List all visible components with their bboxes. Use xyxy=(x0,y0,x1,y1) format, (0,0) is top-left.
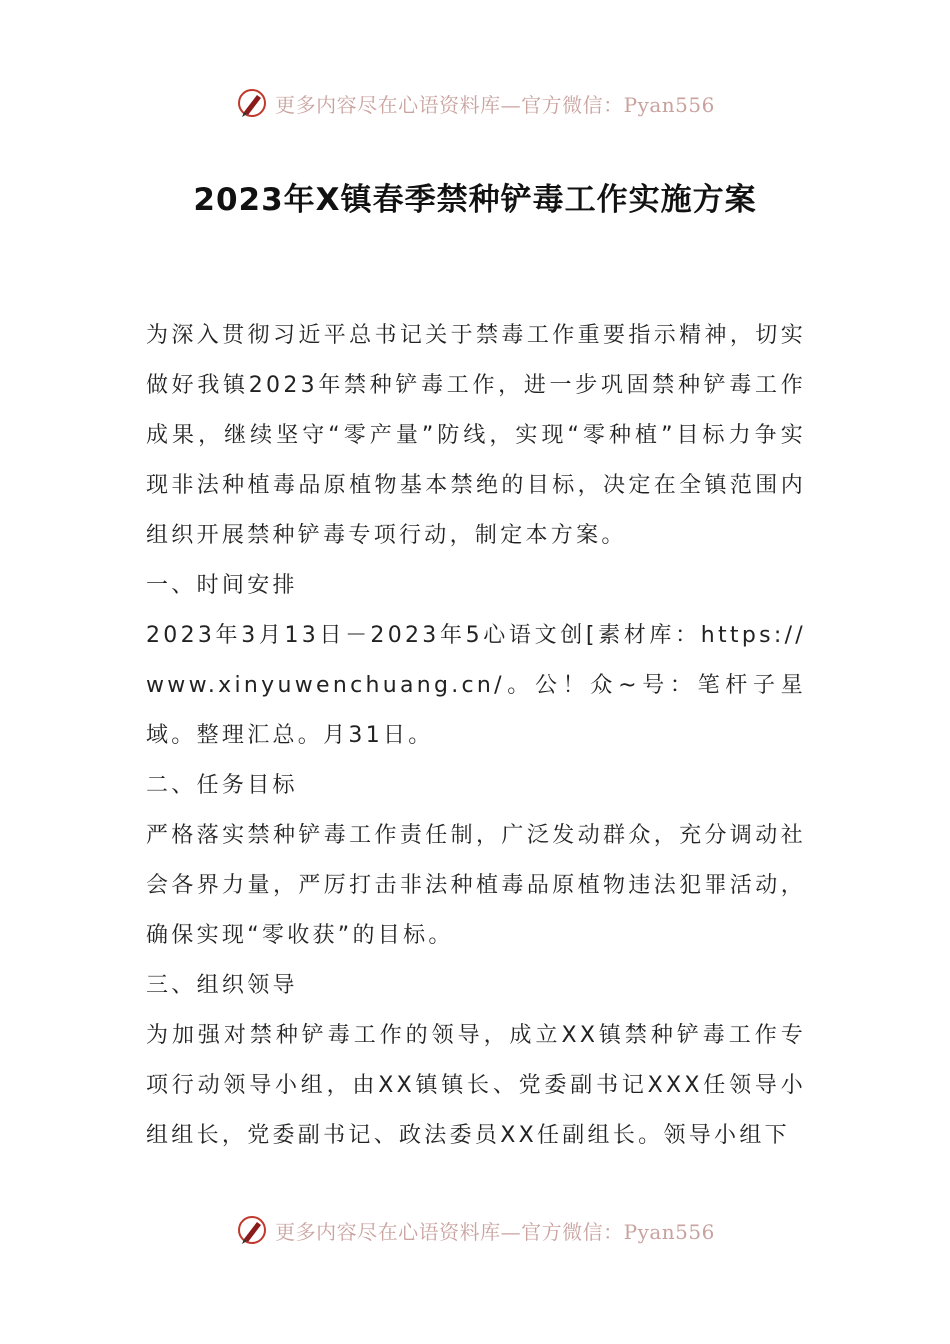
footer-watermark xyxy=(0,1210,950,1250)
paragraph-schedule: 2023年3月13日－2023年5心语文创[素材库：https://www.xinyuwenchuang.cn/。公！众~号：笔杆子星域。整理汇总。月31日。 xyxy=(146,623,806,748)
paragraph-leadership: 为加强对禁种铲毒工作的领导，成立XX镇禁种铲毒工作专项行动领导小组，由XX镇镇长、党委副书记XXX任领导小组组长，党委副书记、政法委员XX任副组长。领导小组下 xyxy=(146,1023,806,1148)
heading-schedule: 一、时间安排 xyxy=(146,573,298,598)
paragraph-intro: 为深入贯彻习近平总书记关于禁毒工作重要指示精神，切实做好我镇2023年禁种铲毒工作，进一步巩固禁种铲毒工作成果，继续坚守“零产量”防线，实现“零种植”目标力争实现非法种植毒品原植物基本禁绝的目标，决定在全镇范围内组织开展禁种铲毒专项行动，制定本方案。 xyxy=(146,323,806,548)
watermark-text: 更多内容尽在心语资料库—官方微信：Pyan556 xyxy=(275,1219,715,1244)
heading-leadership: 三、组织领导 xyxy=(146,973,298,998)
pen-nib-circle-logo-icon xyxy=(235,1213,269,1247)
header-watermark xyxy=(0,83,950,123)
heading-objectives: 二、任务目标 xyxy=(146,773,298,798)
watermark-text: 更多内容尽在心语资料库—官方微信：Pyan556 xyxy=(275,92,715,117)
pen-nib-circle-logo-icon xyxy=(235,86,269,120)
document-body xyxy=(146,311,806,1161)
document-title: 2023年X镇春季禁种铲毒工作实施方案 xyxy=(193,182,757,218)
paragraph-objectives: 严格落实禁种铲毒工作责任制，广泛发动群众，充分调动社会各界力量，严厉打击非法种植毒品原植物违法犯罪活动，确保实现“零收获”的目标。 xyxy=(146,823,806,948)
